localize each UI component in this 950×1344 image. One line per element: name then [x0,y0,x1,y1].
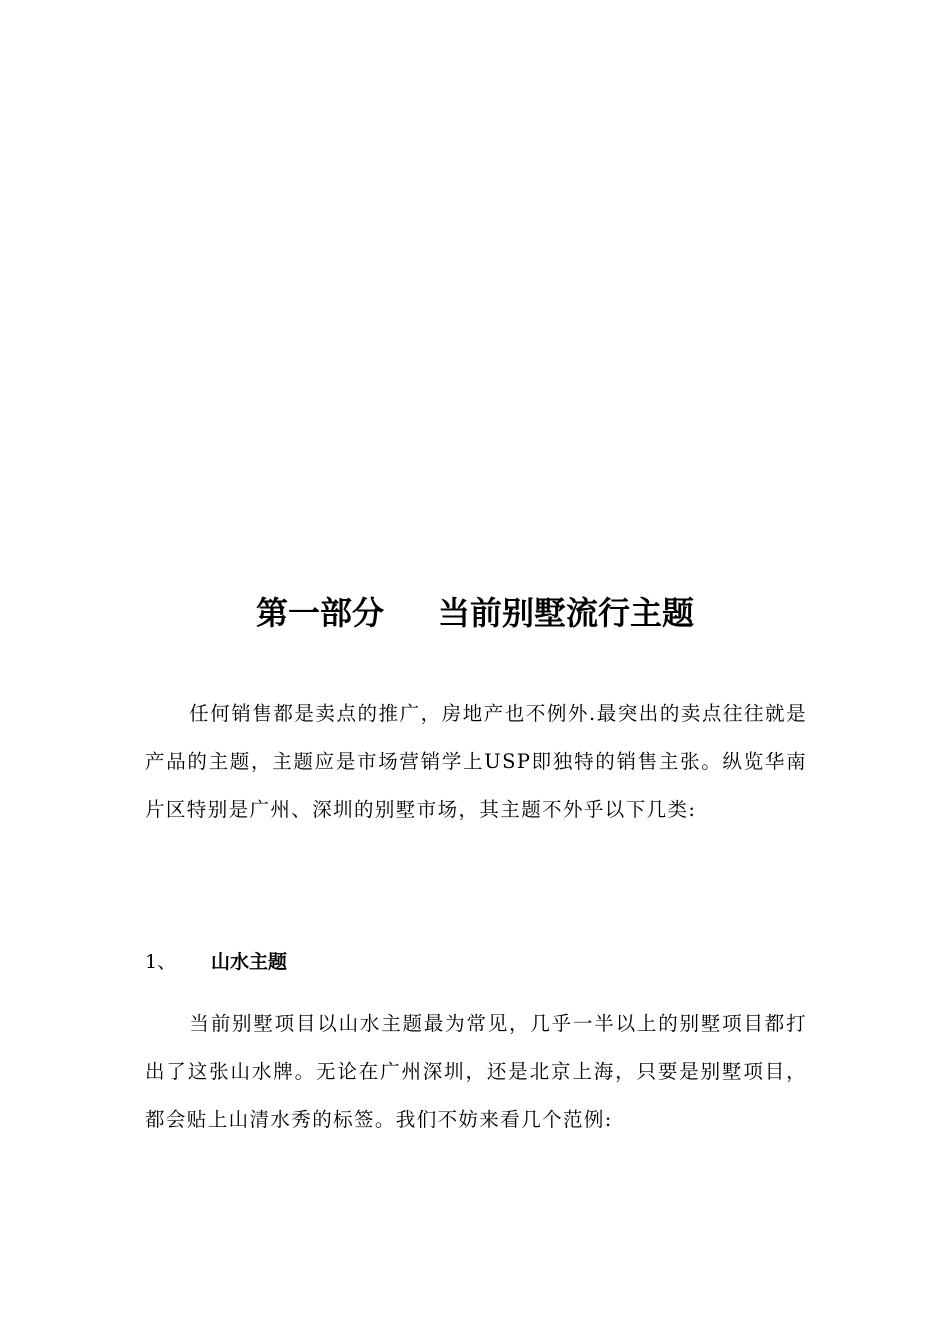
section-1-paragraph [145,1000,807,1144]
part-number: 第一部分 [255,594,384,632]
part-title-text: 当前别墅流行主题 [438,594,695,632]
intro-paragraph [145,690,807,834]
part-title [0,588,950,638]
section-number: 1、 [145,951,177,973]
section-heading-1 [145,942,287,982]
section-1-paragraph-text: 当前别墅项目以山水主题最为常见，几乎一半以上的别墅项目都打出了这张山水牌。无论在广州深圳，还是北京上海，只要是别墅项目，都会贴上山清水秀的标签。我们不妨来看几个范例: [145,1012,807,1131]
section-title: 山水主题 [211,951,288,973]
intro-paragraph-text: 任何销售都是卖点的推广，房地产也不例外.最突出的卖点往往就是产品的主题，主题应是市场营销学上USP即独特的销售主张。纵览华南片区特别是广州、深圳的别墅市场，其主题不外乎以下几类: [145,702,807,821]
